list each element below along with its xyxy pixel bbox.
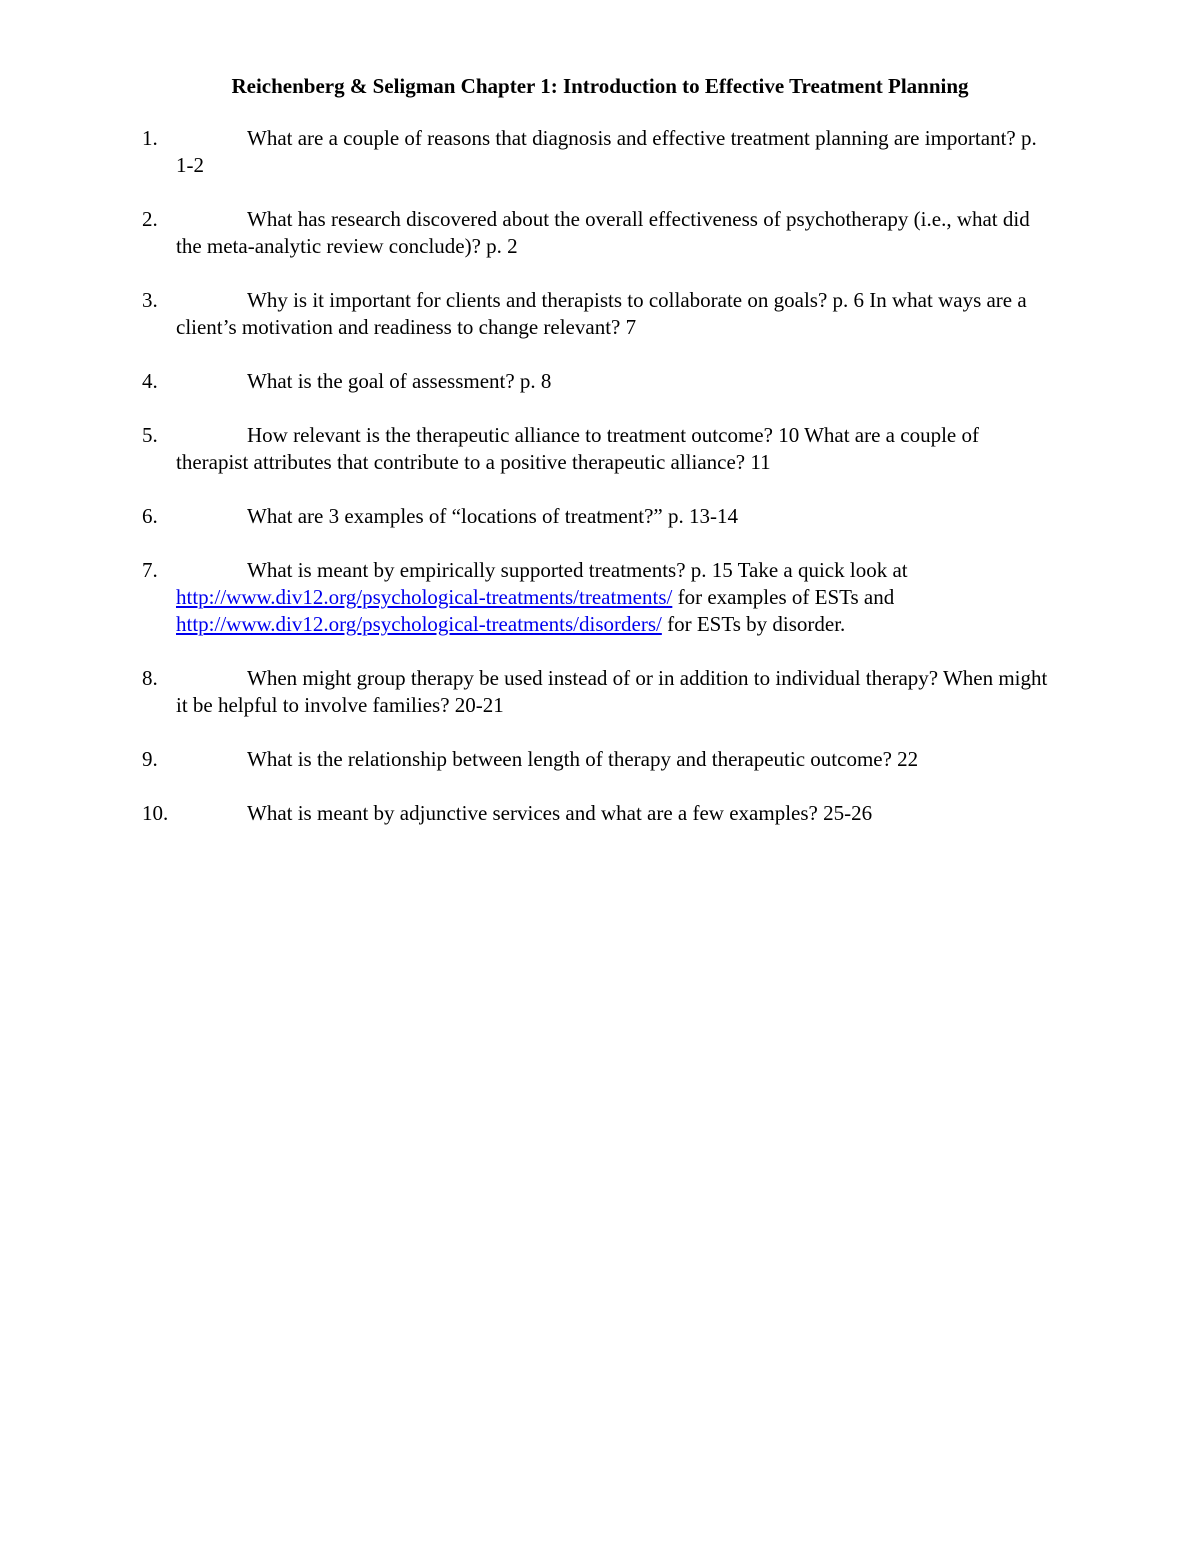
question-number: 5. <box>142 423 158 447</box>
question-item-10 <box>0 800 1200 827</box>
question-text-part: for examples of ESTs and <box>672 585 895 609</box>
question-number: 10. <box>142 801 169 825</box>
question-number: 2. <box>142 207 158 231</box>
question-text: What is the relationship between length of therapy and therapeutic outcome? 22 <box>247 747 919 771</box>
question-text: How relevant is the therapeutic alliance to treatment outcome? 10 What are a couple of therapist attributes that contribute to a positive therapeutic alliance? 11 <box>176 423 979 474</box>
question-item-1 <box>0 125 1200 179</box>
question-number: 4. <box>142 369 158 393</box>
question-item-4 <box>0 368 1200 395</box>
question-number: 8. <box>142 666 158 690</box>
question-number: 3. <box>142 288 158 312</box>
question-item-3 <box>0 287 1200 341</box>
question-list <box>0 125 1200 854</box>
question-item-2 <box>0 206 1200 260</box>
question-text: What is the goal of assessment? p. 8 <box>247 369 552 393</box>
question-text: When might group therapy be used instead of or in addition to individual therapy? When might it be helpful to involve families? 20-21 <box>176 666 1048 717</box>
disorders-link[interactable]: http://www.div12.org/psychological-treatments/disorders/ <box>176 612 662 636</box>
question-number: 7. <box>142 558 158 582</box>
question-text: What has research discovered about the overall effectiveness of psychotherapy (i.e., what did the meta-analytic review conclude)? p. 2 <box>176 207 1030 258</box>
question-text <box>176 557 1056 638</box>
question-text-part: for ESTs by disorder. <box>661 612 846 636</box>
question-text: What is meant by adjunctive services and what are a few examples? 25-26 <box>247 801 873 825</box>
treatments-link[interactable]: http://www.div12.org/psychological-treatments/treatments/ <box>176 585 673 609</box>
question-item-5 <box>0 422 1200 476</box>
question-number: 1. <box>142 126 158 150</box>
question-text: Why is it important for clients and therapists to collaborate on goals? p. 6 In what ways are a client’s motivation and readiness to change relevant? 7 <box>176 288 1027 339</box>
question-item-6 <box>0 503 1200 530</box>
question-item-7 <box>0 557 1200 638</box>
question-item-8 <box>0 665 1200 719</box>
document-title: Reichenberg & Seligman Chapter 1: Introduction to Effective Treatment Planning <box>231 74 969 98</box>
question-text-part: What is meant by empirically supported treatments? p. 15 Take a quick look at <box>247 558 908 582</box>
question-number: 6. <box>142 504 158 528</box>
question-text: What are a couple of reasons that diagnosis and effective treatment planning are important? p. 1-2 <box>176 126 1037 177</box>
question-item-9 <box>0 746 1200 773</box>
question-number: 9. <box>142 747 158 771</box>
question-text: What are 3 examples of “locations of treatment?” p. 13-14 <box>247 504 738 528</box>
